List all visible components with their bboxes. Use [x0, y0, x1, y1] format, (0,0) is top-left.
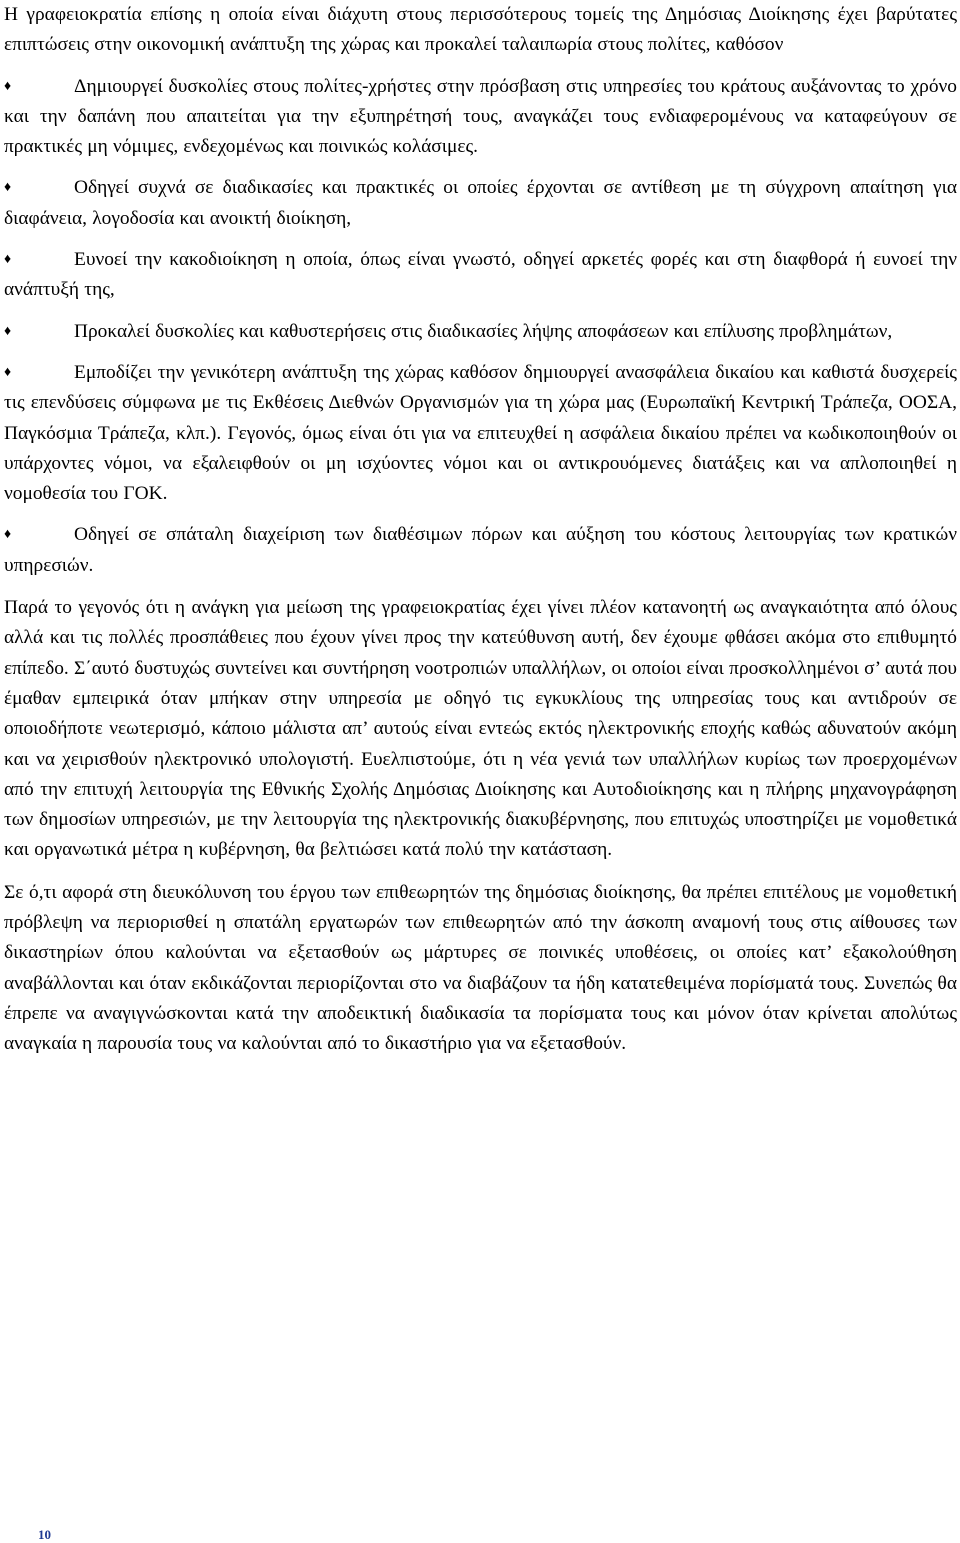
page-number: 10: [38, 1527, 51, 1542]
diamond-bullet-icon: ♦: [4, 252, 12, 268]
diamond-bullet-icon: ♦: [4, 323, 12, 339]
bullet-text: Δημιουργεί δυσκολίες στους πολίτες-χρήστες στην πρόσβαση στις υπηρεσίες του κράτους αυξάνοντας το χρόνο και την δαπάνη που απαιτείται για την εξυπηρέτησή τους, αναγκάζει τους ενδιαφερομένους να καταφεύγουν σε πρακτικές μη νόμιμες, ενδεχομένως και ποινικώς κολάσιμες.: [4, 75, 957, 158]
intro-paragraph: Η γραφειοκρατία επίσης η οποία είναι διάχυτη στους περισσότερους τομείς της Δημόσιας Διοίκησης έχει βαρύτατες επιπτώσεις στην οικονομική ανάπτυξη της χώρας και προκαλεί ταλαιπωρία στους πολίτες, καθόσον: [4, 4, 957, 56]
bullet-item-3: [4, 245, 957, 306]
diamond-bullet-icon: ♦: [4, 180, 12, 196]
document-page: [4, 0, 957, 1060]
bullet-text: Ευνοεί την κακοδιοίκηση η οποία, όπως είναι γνωστό, οδηγεί αρκετές φορές και στη διαφθορά ή ευνοεί την ανάπτυξή της,: [4, 249, 957, 301]
bullet-item-2: [4, 173, 957, 234]
diamond-bullet-icon: ♦: [4, 527, 12, 543]
body-paragraph-2: Σε ό,τι αφορά στη διευκόλυνση του έργου των επιθεωρητών της δημόσιας διοίκησης, θα πρέπει επιτέλους με νομοθετική πρόβλεψη να περιορισθεί η σπατάλη εργατωρών των επιθεωρητών από την άσκοπη αναμονή τους στις αίθουσες των δικαστηρίων όπου καλούνται να εξετασθούν ως μάρτυρες σε ποινικές υποθέσεις, οι οποίες κατ’ εξακολούθηση αναβάλλονται και όταν εκδικάζονται περιορίζονται στο να διαβάζουν τα ήδη κατατεθειμένα πορίσματά τους. Συνεπώς θα έπρεπε να αναγιγνώσκονται κατά την αποδεικτική διαδικασία τα πορίσματα τους και μόνον όταν κρίνεται απολύτως αναγκαία η παρουσία τους να καλούνται από το δικαστήριο για να εξετασθούν.: [4, 881, 957, 1055]
bullet-text: Οδηγεί συχνά σε διαδικασίες και πρακτικές οι οποίες έρχονται σε αντίθεση με τη σύγχρονη απαίτηση για διαφάνεια, λογοδοσία και ανοικτή διοίκηση,: [4, 177, 957, 229]
bullet-item-1: [4, 72, 957, 163]
diamond-bullet-icon: ♦: [4, 78, 12, 94]
bullet-item-5: [4, 358, 957, 509]
body-paragraph-1: Παρά το γεγονός ότι η ανάγκη για μείωση της γραφειοκρατίας έχει γίνει πλέον κατανοητή ως αναγκαιότητα από όλους αλλά και τις πολλές προσπάθειες που έχουν γίνει προς την κατεύθυνση αυτή, δεν έχουμε φθάσει ακόμα στο επιθυμητό επίπεδο. Σ΄αυτό δυστυχώς συντείνει και συντήρηση νοοτροπιών υπαλλήλων, οι οποίοι είναι προσκολλημένοι σ’ αυτά που έμαθαν εμπειρικά όταν μπήκαν στην υπηρεσία με οδηγό τις εγκυκλίους της υπηρεσίας τους και αντιδρούν σε οποιοδήποτε νεωτερισμό, κάποιο μάλιστα απ’ αυτούς είναι εντεώς εκτός ηλεκτρονικής εποχής καθώς αδυνατούν ακόμη και να χειρισθούν ηλεκτρονικό υπολογιστή. Ευελπιστούμε, ότι η νέα γενιά των υπαλλήλων κυρίως των προερχομένων από την επιτυχή λειτουργία της Εθνικής Σχολής Δημόσιας Διοίκησης και Αυτοδιοίκησης και η πλήρης μηχανογράφηση των δημοσίων υπηρεσιών, με την λειτουργία της ηλεκτρονικής διακυβέρνησης, που επιτυχώς υποστηρίζει με νομοθετικά και οργανωτικά μέτρα η κυβέρνηση, θα βελτιώσει κατά πολύ την κατάσταση.: [4, 597, 957, 861]
bullet-text: Οδηγεί σε σπάταλη διαχείριση των διαθέσιμων πόρων και αύξηση του κόστους λειτουργίας των κρατικών υπηρεσιών.: [4, 524, 957, 576]
bullet-text: Εμποδίζει την γενικότερη ανάπτυξη της χώρας καθόσον δημιουργεί ανασφάλεια δικαίου και καθιστά δυσχερείς τις επενδύσεις σύμφωνα με τις Εκθέσεις Διεθνών Οργανισμών για τη χώρα μας (Ευρωπαϊκή Κεντρική Τράπεζα, ΟΟΣΑ, Παγκόσμια Τράπεζα, κλπ.). Γεγονός, όμως είναι ότι για να επιτευχθεί η ασφάλεια δικαίου πρέπει να κωδικοποιηθούν οι υπάρχοντες νόμοι, να εξαλειφθούν οι μη ισχύοντες νόμοι και οι αντικρουόμενες διατάξεις και να απλοποιηθεί η νομοθεσία του ΓΟΚ.: [4, 361, 957, 505]
diamond-bullet-icon: ♦: [4, 364, 12, 380]
bullet-text: Προκαλεί δυσκολίες και καθυστερήσεις στις διαδικασίες λήψης αποφάσεων και επίλυσης προβλημάτων,: [74, 320, 893, 342]
bullet-item-4: [4, 317, 957, 347]
bullet-item-6: [4, 520, 957, 581]
